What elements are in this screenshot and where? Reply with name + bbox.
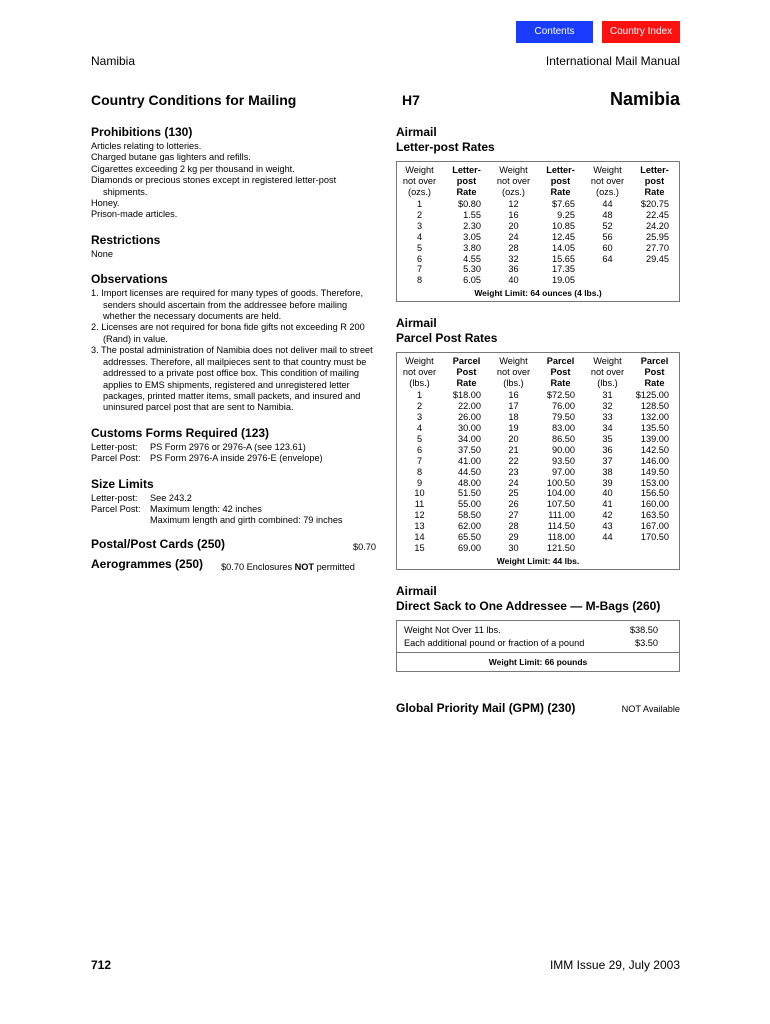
- rate-cell: 139.00: [640, 433, 669, 444]
- size-section: [91, 477, 376, 527]
- rate-cell: 132.00: [640, 412, 669, 423]
- weight-cell: 5: [416, 242, 423, 253]
- rate-cell: 62.00: [458, 521, 481, 532]
- observations-section: [91, 272, 376, 413]
- rate-cell: 107.50: [546, 499, 575, 510]
- restrictions-heading: Restrictions: [91, 232, 161, 247]
- prohibition-item: Cigarettes exceeding 2 kg per thousand in weight.: [91, 163, 295, 174]
- weight-cell: 34: [602, 422, 613, 433]
- rate-cell: 76.00: [552, 401, 575, 412]
- weight-cell: 25: [508, 488, 519, 499]
- rate-cell: 167.00: [640, 521, 669, 532]
- country-index-button[interactable]: Country Index: [602, 21, 680, 43]
- gpm-label: Global Priority Mail (GPM) (230): [396, 700, 576, 715]
- weight-cell: 19: [508, 422, 519, 433]
- aerogrammes-note: $0.70 Enclosures NOT permitted: [221, 562, 355, 573]
- weight-cell: 29: [508, 532, 519, 543]
- rate-cell: 114.50: [547, 521, 575, 532]
- customs-parcel-value: PS Form 2976-A inside 2976-E (envelope): [150, 453, 323, 464]
- rate-cell: 146.00: [640, 455, 669, 466]
- rate-cell: 83.00: [552, 422, 575, 433]
- rate-cell: 30.00: [458, 422, 481, 433]
- rate-cell: $20.75: [640, 199, 669, 209]
- weight-cell: 4: [416, 231, 423, 242]
- weight-cell: [585, 543, 630, 554]
- prohibition-item: Honey.: [91, 198, 120, 209]
- weight-cell: 38: [602, 466, 613, 477]
- rate-cell: 55.00: [458, 499, 481, 510]
- rate-cell: 17.35: [552, 264, 575, 275]
- size-letter-label: Letter-post:: [91, 492, 138, 503]
- weight-cell: 7: [416, 264, 423, 275]
- table-row: [397, 445, 679, 456]
- table-row: [397, 232, 679, 243]
- table-row: [397, 478, 679, 489]
- rate-cell: 100.50: [546, 477, 575, 488]
- page-title: Country Conditions for Mailing: [91, 92, 297, 108]
- weight-cell: 22: [508, 455, 519, 466]
- weight-cell: 24: [508, 477, 519, 488]
- table-row: [397, 467, 679, 478]
- table-row: [397, 210, 679, 221]
- weight-cell: 36: [508, 264, 519, 275]
- table-row: [397, 423, 679, 434]
- weight-cell: 15: [414, 542, 425, 553]
- weight-cell: 27: [508, 510, 519, 521]
- conditions-column: [91, 125, 376, 574]
- restrictions-text: None: [91, 248, 113, 259]
- rate-cell: $0.80: [458, 199, 481, 209]
- rate-cell: 65.50: [458, 532, 481, 543]
- rate-cell: 135.50: [640, 422, 669, 433]
- customs-letter-label: Letter-post:: [91, 441, 138, 452]
- weight-cell: 13: [414, 521, 425, 532]
- prohibition-item: Diamonds or precious stones except in registered letter-post: [91, 175, 337, 186]
- weight-cell: 10: [414, 488, 425, 499]
- prohibition-item: Charged butane gas lighters and refills.: [91, 152, 251, 163]
- rate-cell: 79.50: [552, 412, 575, 423]
- weight-cell: [585, 275, 630, 286]
- rate-cell: 69.00: [458, 542, 481, 553]
- rate-cell: 3.05: [463, 231, 481, 242]
- parcel-rates-body: [397, 389, 679, 554]
- rate-cell: 4.55: [463, 253, 481, 264]
- weight-cell: 7: [416, 455, 423, 466]
- letter-rates-title-2: Letter-post Rates: [396, 140, 495, 154]
- weight-cell: 56: [602, 231, 613, 242]
- rate-cell: 6.05: [463, 275, 481, 286]
- customs-parcel-label: Parcel Post:: [91, 453, 141, 464]
- weight-cell: 31: [602, 390, 613, 401]
- table-row: Each additional pound or fraction of a pound $3.50: [404, 637, 658, 648]
- rate-cell: 1.55: [463, 209, 481, 220]
- weight-cell: 3: [416, 220, 423, 231]
- weight-cell: 16: [508, 390, 519, 401]
- rate-cell: 118.00: [547, 532, 575, 543]
- rate-cell: $125.00: [635, 390, 669, 401]
- weight-cell: 43: [602, 521, 613, 532]
- postcards-price: $0.70: [353, 541, 376, 552]
- size-heading: Size Limits: [91, 476, 154, 491]
- rate-cell: [630, 264, 679, 275]
- rate-cell: 41.00: [458, 455, 481, 466]
- customs-heading: Customs Forms Required (123): [91, 425, 270, 440]
- table-row: [397, 510, 679, 521]
- weight-cell: 24: [508, 231, 519, 242]
- contents-button[interactable]: Contents: [516, 21, 593, 43]
- table-row: [397, 401, 679, 412]
- rate-cell: 37.50: [458, 444, 481, 455]
- weight-cell: 21: [508, 444, 519, 455]
- weight-cell: 20: [508, 433, 519, 444]
- rate-cell: 97.00: [552, 466, 575, 477]
- rate-cell: 153.00: [640, 477, 669, 488]
- rate-cell: 22.45: [646, 209, 669, 220]
- observation-item: 3. The postal administration of Namibia does not deliver mail to street addresses. Therefore, all mailpieces sent to that country must be addressed to a private post office box. This condition of mailing applies to EMS shipments, registered and unregistered letter packages, printed matter items, small packets, and insured and uninsured parcel post that are sent to Namibia.: [91, 345, 373, 413]
- table-row: [397, 221, 679, 232]
- rate-cell: 58.50: [458, 510, 481, 521]
- parcel-rates-table: [396, 352, 680, 570]
- weight-cell: 23: [508, 466, 519, 477]
- rates-column: [396, 125, 680, 715]
- table-row: [397, 488, 679, 499]
- weight-cell: 32: [508, 253, 519, 264]
- aerogrammes-label: Aerogrammes (250): [91, 557, 204, 572]
- table-row: [397, 412, 679, 423]
- size-parcel-value-2: Maximum length and girth combined: 79 inches: [150, 515, 343, 526]
- rate-cell: $18.00: [452, 390, 481, 401]
- prohibitions-heading: Prohibitions (130): [91, 125, 193, 139]
- weight-cell: 36: [602, 444, 613, 455]
- letter-rates-title-1: Airmail: [396, 125, 437, 139]
- rate-cell: 90.00: [552, 444, 575, 455]
- observations-heading: Observations: [91, 272, 168, 287]
- prohibitions-section: [91, 125, 376, 221]
- rate-cell: 15.65: [552, 253, 575, 264]
- rate-cell: 27.70: [646, 242, 669, 253]
- parcel-weight-limit: Weight Limit: 44 lbs.: [496, 555, 580, 566]
- weight-cell: 5: [416, 433, 423, 444]
- postcards-row: [91, 536, 376, 553]
- page-number: 712: [91, 958, 112, 972]
- rate-cell: 5.30: [463, 264, 481, 275]
- weight-cell: 44: [602, 532, 613, 543]
- header-country: Namibia: [91, 54, 136, 68]
- weight-cell: 8: [416, 466, 423, 477]
- weight-cell: 12: [414, 510, 425, 521]
- rate-cell: 9.25: [557, 209, 575, 220]
- table-header: Weight not over (ozs.) Letter- post Rate Weight not over (ozs.) Letter- post Rate Weight not over (ozs.) Letter- post Rate: [402, 165, 669, 197]
- weight-cell: 20: [508, 220, 519, 231]
- rate-cell: 93.50: [552, 455, 575, 466]
- weight-cell: 42: [602, 510, 613, 521]
- weight-cell: 41: [602, 499, 613, 510]
- rate-cell: 22.00: [458, 401, 481, 412]
- rate-cell: 48.00: [458, 477, 481, 488]
- customs-letter-value: PS Form 2976 or 2976-A (see 123.61): [150, 441, 306, 452]
- observation-item: 2. Licenses are not required for bona fide gifts not exceeding R 200 (Rand) in value.: [91, 322, 365, 344]
- postcards-label: Postal/Post Cards (250): [91, 536, 226, 551]
- customs-section: [91, 426, 376, 465]
- weight-cell: 3: [416, 412, 423, 423]
- table-header: Weight not over (lbs.) Parcel Post Rate Weight not over (lbs.) Parcel Post Rate Weight not over (lbs.) Parcel Post Rate: [402, 356, 669, 389]
- rate-cell: 170.50: [640, 532, 669, 543]
- rate-cell: 10.85: [552, 220, 575, 231]
- table-row: [397, 390, 679, 401]
- size-parcel-value: Maximum length: 42 inches: [150, 503, 262, 514]
- weight-cell: 39: [602, 477, 613, 488]
- weight-cell: 2: [416, 209, 423, 220]
- rate-cell: 142.50: [640, 444, 669, 455]
- rate-cell: 149.50: [640, 466, 669, 477]
- section-code: H7: [402, 92, 420, 108]
- weight-cell: 26: [508, 499, 519, 510]
- rate-cell: 24.20: [646, 220, 669, 231]
- weight-cell: 1: [416, 390, 423, 401]
- weight-cell: 32: [602, 401, 613, 412]
- rate-cell: 25.95: [646, 231, 669, 242]
- weight-cell: 4: [416, 422, 423, 433]
- rate-cell: 34.00: [458, 433, 481, 444]
- rate-cell: 121.50: [546, 542, 575, 553]
- prohibition-item: shipments.: [103, 186, 148, 197]
- rate-cell: 104.00: [546, 488, 575, 499]
- rate-cell: 14.05: [552, 242, 575, 253]
- table-row: Weight Not Over 11 lbs. $38.50: [404, 624, 658, 635]
- rate-cell: 2.30: [463, 220, 481, 231]
- rate-cell: 19.05: [552, 275, 575, 286]
- country-title: Namibia: [609, 89, 680, 109]
- weight-cell: 6: [416, 253, 423, 264]
- mbags-title-2: Direct Sack to One Addressee — M-Bags (260): [396, 598, 661, 613]
- weight-cell: 1: [416, 199, 423, 209]
- weight-cell: 60: [602, 242, 613, 253]
- letter-rates-table: [396, 161, 680, 302]
- rate-cell: $72.50: [546, 390, 575, 401]
- table-row: [397, 543, 679, 554]
- prohibition-item: Prison-made articles.: [91, 209, 178, 220]
- mbags-weight-limit: Weight Limit: 66 pounds: [488, 656, 588, 667]
- weight-cell: 17: [508, 401, 519, 412]
- header-manual: International Mail Manual: [545, 54, 680, 68]
- weight-cell: 30: [508, 542, 519, 553]
- size-parcel-label: Parcel Post:: [91, 503, 141, 514]
- table-row: [397, 275, 679, 286]
- weight-cell: 44: [602, 199, 613, 209]
- weight-cell: 37: [602, 455, 613, 466]
- rate-cell: 12.45: [552, 231, 575, 242]
- rate-cell: 26.00: [458, 412, 481, 423]
- rate-cell: 160.00: [640, 499, 669, 510]
- weight-cell: 6: [416, 444, 423, 455]
- weight-cell: 48: [602, 209, 613, 220]
- gpm-row: [396, 701, 680, 715]
- rate-cell: 163.50: [640, 510, 669, 521]
- table-row: [397, 521, 679, 532]
- rate-cell: [630, 275, 679, 286]
- table-row: [397, 264, 679, 275]
- prohibition-item: Articles relating to lotteries.: [91, 141, 202, 151]
- weight-cell: 2: [416, 401, 423, 412]
- weight-cell: 8: [416, 275, 423, 286]
- letter-weight-limit: Weight Limit: 64 ounces (4 lbs.): [474, 288, 602, 299]
- observation-item: 1. Import licenses are required for many types of goods. Therefore, senders should ascertain from the addressee before mailing whether the necessary documents are held.: [91, 288, 364, 322]
- table-row: [397, 243, 679, 254]
- weight-cell: 52: [602, 220, 613, 231]
- weight-cell: [585, 264, 630, 275]
- table-row: [397, 254, 679, 265]
- table-row: [397, 199, 679, 210]
- parcel-rates-title-2: Parcel Post Rates: [396, 331, 498, 346]
- rate-cell: 29.45: [646, 253, 669, 264]
- table-row: [397, 532, 679, 543]
- rate-cell: $7.65: [552, 199, 575, 209]
- gpm-value: NOT Available: [621, 703, 680, 714]
- weight-cell: 28: [508, 242, 519, 253]
- size-letter-value: See 243.2: [150, 492, 192, 503]
- weight-cell: 9: [416, 477, 423, 488]
- rate-cell: 111.00: [548, 510, 575, 521]
- rate-cell: 128.50: [640, 401, 669, 412]
- table-row: [397, 434, 679, 445]
- table-row: [397, 499, 679, 510]
- table-row: [397, 456, 679, 467]
- weight-cell: 33: [602, 412, 613, 423]
- issue-info: IMM Issue 29, July 2003: [549, 958, 680, 972]
- weight-cell: 40: [508, 275, 519, 286]
- rate-cell: [630, 543, 679, 554]
- weight-cell: 14: [414, 532, 425, 543]
- weight-cell: 16: [508, 209, 519, 220]
- letter-rates-body: [397, 198, 679, 286]
- weight-cell: 40: [602, 488, 613, 499]
- weight-cell: 11: [414, 499, 425, 510]
- weight-cell: 18: [508, 412, 519, 423]
- aerogrammes-row: [91, 559, 376, 573]
- rate-cell: 51.50: [458, 488, 481, 499]
- weight-cell: 12: [508, 199, 519, 209]
- mbags-title-1: Airmail: [396, 583, 437, 598]
- rate-cell: 3.80: [463, 242, 481, 253]
- weight-cell: 35: [602, 433, 613, 444]
- restrictions-section: [91, 233, 376, 260]
- rate-cell: 44.50: [458, 466, 481, 477]
- weight-cell: 64: [602, 253, 613, 264]
- rate-cell: 156.50: [640, 488, 669, 499]
- rate-cell: 86.50: [552, 433, 575, 444]
- weight-cell: 28: [508, 521, 519, 532]
- mbags-table: [396, 620, 680, 672]
- parcel-rates-title-1: Airmail: [396, 316, 437, 331]
